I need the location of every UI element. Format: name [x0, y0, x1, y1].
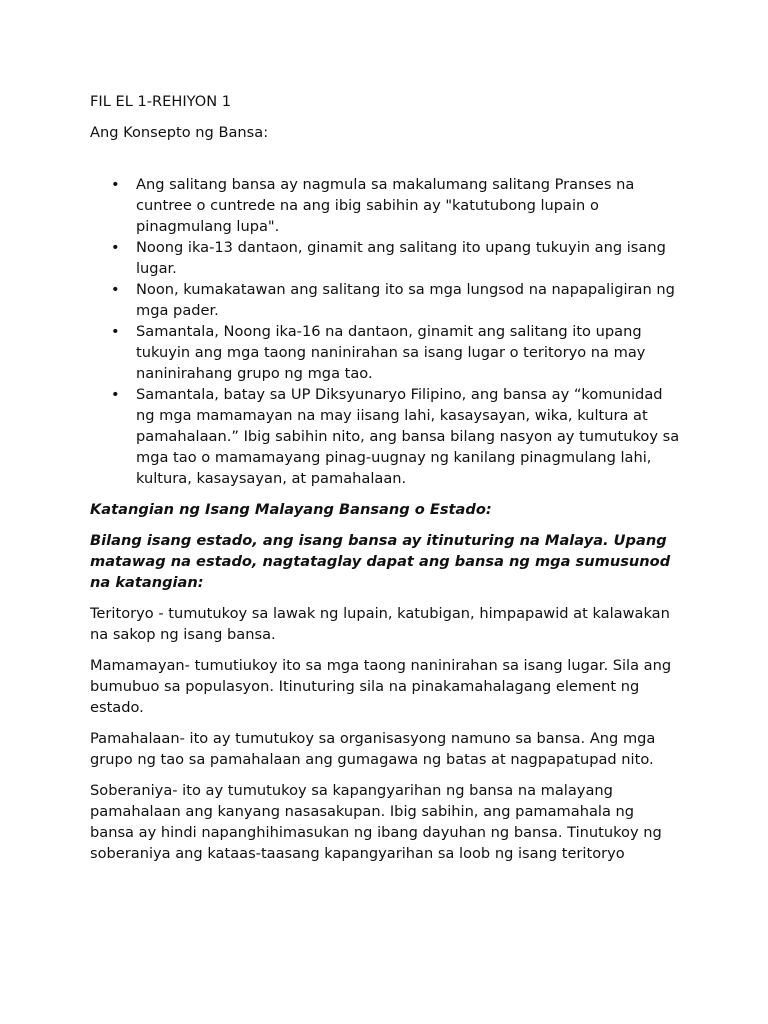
list-item-text: Noong ika-13 dantaon, ginamit ang salitang ito upang tukuyin ang isang lugar. — [136, 239, 666, 277]
characteristic-pamahalaan: Pamahalaan- ito ay tumutukoy sa organisasyong namuno sa bansa. Ang mga grupo ng tao sa pamahalaan ang gumagawa ng batas at nagpapatupad nito. — [90, 730, 656, 768]
list-item-text: Samantala, Noong ika-16 na dantaon, ginamit ang salitang ito upang tukuyin ang mga taong naninirahan sa isang lugar o teritoryo na may naninirahang grupo ng mga tao. — [136, 323, 646, 382]
document-title: FIL EL 1-REHIYON 1 — [90, 93, 232, 110]
bullet-icon: • — [111, 281, 120, 298]
list-item — [111, 321, 682, 384]
document-page — [90, 91, 682, 874]
list-item-text: Ang salitang bansa ay nagmula sa makalumang salitang Pranses na cuntree o cuntrede na ang ibig sabihin ay "katutubong lupain o pinagmulang lupa". — [136, 176, 635, 235]
concept-heading: Ang Konsepto ng Bansa: — [90, 124, 269, 141]
state-intro: Bilang isang estado, ang isang bansa ay itinuturing na Malaya. Upang matawag na estado, nagtataglay dapat ang bansa ng mga sumusunod na katangian: — [90, 532, 671, 591]
bullet-icon: • — [111, 386, 120, 403]
list-item — [111, 174, 682, 237]
list-item — [111, 384, 682, 489]
list-item-text: Noon, kumakatawan ang salitang ito sa mga lungsod na napapaligiran ng mga pader. — [136, 281, 675, 319]
bullet-icon: • — [111, 239, 120, 256]
characteristic-mamamayan: Mamamayan- tumutiukoy ito sa mga taong naninirahan sa isang lugar. Sila ang bumubuo sa populasyon. Itinuturing sila na pinakamahalagang element ng estado. — [90, 657, 672, 716]
list-item-text: Samantala, batay sa UP Diksyunaryo Filipino, ang bansa ay “komunidad ng mga mamamayan na may iisang lahi, kasaysayan, wika, kultura at pamahalaan.” Ibig sabihin nito, ang bansa bilang nasyon ay tumutukoy sa mga tao o mamamayang pinag-uugnay ng kanilang pinagmulang lahi, kultura, kasaysayan, at pamahalaan. — [136, 386, 680, 487]
characteristic-teritoryo: Teritoryo - tumutukoy sa lawak ng lupain, katubigan, himpapawid at kalawakan na sakop ng isang bansa. — [90, 605, 670, 643]
list-item — [111, 237, 682, 279]
list-item — [111, 279, 682, 321]
state-heading: Katangian ng Isang Malayang Bansang o Estado: — [90, 501, 492, 518]
characteristic-soberaniya: Soberaniya- ito ay tumutukoy sa kapangyarihan ng bansa na malayang pamahalaan ang kanyang nasasakupan. Ibig sabihin, ang pamamahala ng bansa ay hindi napanghihimasukan ng ibang dayuhan ng bansa. Tinutukoy ng soberaniya ang kataas-taasang kapangyarihan sa loob ng isang teritoryo — [90, 782, 662, 862]
bullet-icon: • — [111, 323, 120, 340]
concept-bullet-list — [90, 174, 682, 489]
bullet-icon: • — [111, 176, 120, 193]
